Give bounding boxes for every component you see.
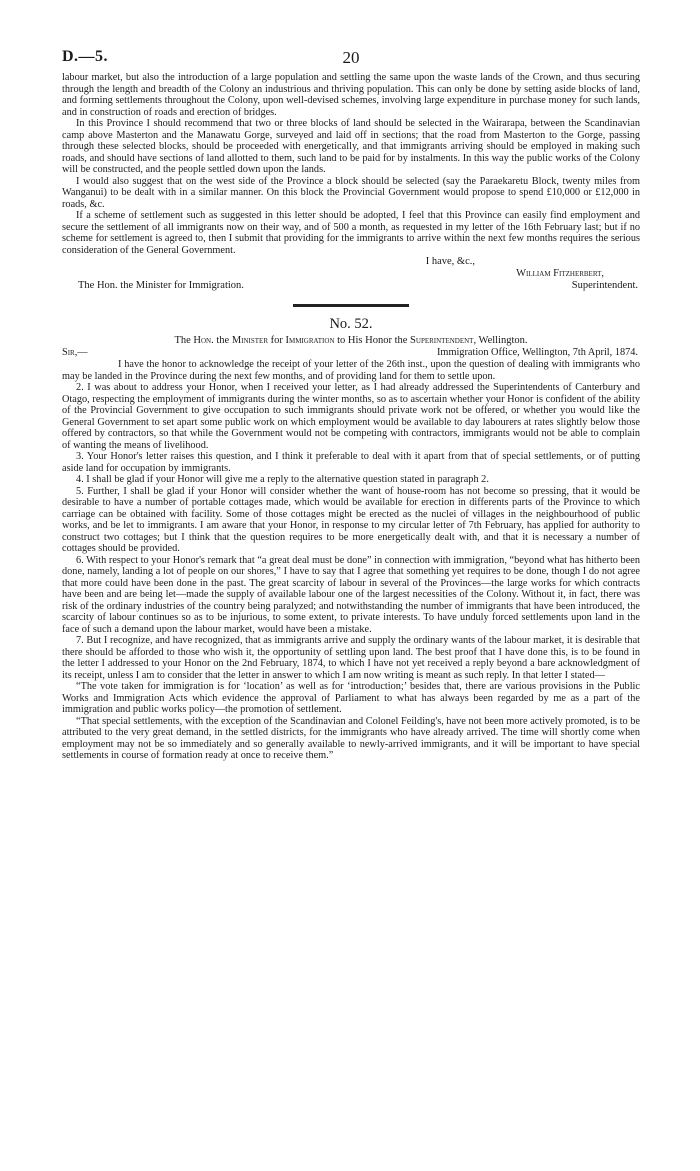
quoted-paragraph: “That special settlements, with the exception of the Scandinavian and Colonel Feilding's, have not been more actively promoted, is to be attributed to the very great demand, in the settled districts, for the immigrants who have already arrived. The time will shortly come when employment may not be so immediately and so generally available to newly-arrived immigrants, and it will be important to have special settlements in course of formation ready at once to receive them.”: [62, 715, 640, 761]
addr-text: to His Honor the: [334, 335, 411, 346]
salutation: Sir,—: [62, 347, 88, 358]
paragraph: I would also suggest that on the west side of the Province a block should be selected (say the Paraekaretu Block, twenty miles from Wanganui) to be dealt with in a similar manner. On this block the Provincial Government would propose to spend £10,000 or £12,000 in roads, &c.: [62, 175, 640, 210]
signature-row: [62, 280, 640, 294]
addr-hon: Hon.: [193, 335, 214, 346]
addr-text: The: [174, 335, 194, 346]
paragraph: 7. But I recognize, and have recognized, that as immigrants arrive and supply the ordinary wants of the labour market, it is desirable that there should be afforded to those who wish it, the opportunity of settling upon land. The best proof that I have done this, is to be found in the letter I addressed to your Honor on the 2nd February, 1874, to which I have not yet received a reply beyond a bare acknowledgment of its receipt, unless I am to consider that the letter in answer to which I am now writing is meant as such reply. In that letter I stated—: [62, 635, 640, 681]
letter-fitzherbert: [62, 72, 640, 294]
addr-immigration: Immigration: [285, 335, 335, 346]
page-number: 20: [342, 48, 360, 67]
closing-phrase: I have, &c.,: [425, 256, 475, 267]
addressee: The Hon. the Minister for Immigration.: [78, 280, 244, 291]
document-reference: D.—5.: [62, 48, 109, 65]
addr-text: the: [213, 335, 232, 346]
paragraph: labour market, but also the introduction of a large population and settling the same upon the waste lands of the Crown, and thus securing through the length and breadth of the Colony an industrious and thriving population. This can only be done by setting aside blocks of land, and forming settlements throughout the Colony, upon well-devised schemes, involving large expenditure in purchase money for such lands, and in construction of roads and erection of bridges.: [62, 72, 640, 118]
addr-superintendent: Superintendent: [410, 335, 474, 346]
section-divider: [293, 304, 409, 307]
salutation-row: [62, 347, 640, 359]
dateline: Immigration Office, Wellington, 7th April, 1874.: [437, 347, 638, 358]
paragraph: 6. With respect to your Honor's remark that “a great deal must be done” in connection with immigration, “beyond what has hitherto been done, namely, landing a lot of people on our shores,” I have to say that I agree that something yet requires to be done, though I do not agree that more could have been done in the past. The great scarcity of labour in several of the Provinces—the large works for which contracts have been and are being let—made the supply of available labour one of the largest necessities of the Colony. Without it, in fact, there was risk of the ordinary industries of the country being paralyzed; and notwithstanding the number of immigrants that have been introduced, the scarcity of labour continues so as to be injurious, to some extent, to private interests. To have unduly forced settlements upon land in the face of such a demand upon the labour market, would have been a mistake.: [62, 554, 640, 635]
addr-text: for: [268, 335, 286, 346]
paragraph: 2. I was about to address your Honor, when I received your letter, as I had already addressed the Superintendents of Canterbury and Otago, respecting the employment of immigrants during the winter months, so as to ascertain whether your Honor is confident of the ability of the Provincial Government to give occupation to such immigrants should private work not be offered, or whether you would like the General Government to set apart some public work on which employment would be available to day labourers at rates slightly below those offered by contractors, so that while the Government would not be competing with contractors, immigrants would not be able to complain of wanting the means of livelihood.: [62, 382, 640, 451]
paragraph: If a scheme of settlement such as suggested in this letter should be adopted, I feel that this Province can easily find employment and secure the settlement of all immigrants now on their way, and of 500 a month, as requested in my letter of the 16th February last; but if no scheme for settlement is agreed to, then I submit that providing for the immigrants to arrive within the next few months requires the serious consideration of the General Government.: [62, 210, 640, 256]
paragraph: 5. Further, I shall be glad if your Honor will consider whether the want of house-room has not become so pressing, that it would be desirable to have a number of portable cottages made, which would be available for erection in differents parts of the Province to which carriage can be obtained with facility. Some of those cottages might be erected as the nuclei of villages in the neighbourhood of public works, and be let to immigrants. I am aware that your Honor, in response to my circular letter of 7th February, has applied for authority to construct two cottages; but I think that the question requires to be more energetically dealt with, and that it is necessary a number of cottages should be provided.: [62, 485, 640, 554]
quoted-paragraph: “The vote taken for immigration is for ‘location’ as well as for ‘introduction;’ besides that, there are various provisions in the Public Works and Immigration Acts which evidence the approval of Parliament to what has always been regarded by me as a part of the immigration and public works policy—the promotion of settlement.: [62, 681, 640, 715]
addr-text: , Wellington.: [473, 335, 528, 346]
letter-no-52: [62, 315, 640, 762]
signatory-name: William Fitzherbert,: [516, 268, 604, 279]
paragraph: 4. I shall be glad if your Honor will give me a reply to the alternative question stated in paragraph 2.: [76, 474, 489, 485]
paragraph: 3. Your Honor's letter raises this question, and I think it preferable to deal with it apart from that of special settlements, or of putting aside land for occupation by immigrants.: [62, 451, 640, 474]
page-header: [62, 48, 640, 72]
addr-minister: Minister: [231, 335, 268, 346]
letter-number: No. 52.: [329, 316, 373, 332]
paragraph: I have the honor to acknowledge the receipt of your letter of the 26th inst., upon the question of dealing with immigrants who may be landed in the Province during the next few months, and of providing land for them to settle upon.: [62, 359, 640, 382]
address-line: [62, 335, 640, 347]
paragraph: In this Province I should recommend that two or three blocks of land should be selected in the Wairarapa, between the Scandinavian camp above Masterton and the Manawatu Gorge, surveyed and laid off in sections; that the road from Masterton to the Gorge, passing through these selected blocks, should be proceeded with energetically, and that immigrants arriving should be employed in making such roads, and should have sections of land allotted to them, such land to be paid for by instalments. In this way the public works of the Colony will be constructed, and the people settled down upon the lands.: [62, 118, 640, 175]
document-page: [62, 48, 640, 762]
signatory-title: Superintendent.: [571, 280, 638, 291]
